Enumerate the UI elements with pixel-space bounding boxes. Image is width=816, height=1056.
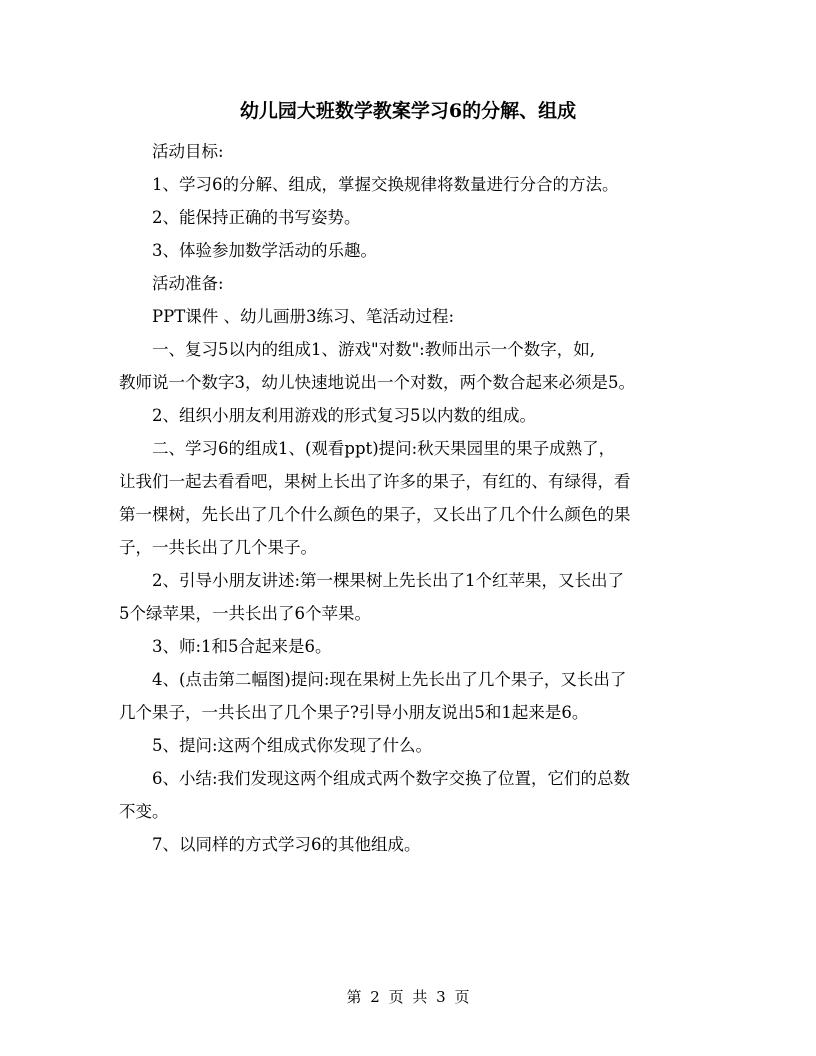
paragraph [119,663,699,729]
paragraph [119,168,699,201]
paragraph-line: 不变。 [119,802,169,821]
paragraph-line: 3、体验参加数学活动的乐趣。 [152,241,377,260]
paragraph-line: 活动目标: [152,142,224,161]
paragraph-line: 2、引导小朋友讲述:第一棵果树上先长出了1个红苹果，又长出了 [152,571,625,590]
paragraph-line: 5、提问:这两个组成式你发现了什么。 [152,736,433,755]
paragraph-line: 第一棵树，先长出了几个什么颜色的果子，又长出了几个什么颜色的果 [119,505,631,524]
paragraph-line: 3、师:1和5合起来是6。 [152,637,332,656]
paragraph [119,201,699,234]
paragraph-line: 6、小结:我们发现这两个组成式两个数字交换了位置，它们的总数 [152,769,631,788]
paragraph-line: 让我们一起去看看吧，果树上长出了许多的果子，有红的、有绿得，看 [119,472,631,491]
document-body [119,135,699,861]
document-title: 幼儿园大班数学教案学习6的分解、组成 [239,100,577,122]
paragraph-line: 7、以同样的方式学习6的其他组成。 [152,835,421,854]
paragraph [119,300,699,333]
paragraph-line: 活动准备: [152,274,224,293]
paragraph [119,135,699,168]
paragraph-line: 2、组织小朋友利用游戏的形式复习5以内数的组成。 [152,406,536,425]
paragraph [119,267,699,300]
paragraph [119,432,699,564]
paragraph-line: 几个果子，一共长出了几个果子?引导小朋友说出5和1起来是6。 [119,703,589,722]
paragraph-line: 子，一共长出了几个果子。 [119,538,317,557]
paragraph-line: 二、学习6的组成1、(观看ppt)提问:秋天果园里的果子成熟了， [152,439,616,458]
paragraph [119,762,699,828]
page-footer: 第 2 页 共 3 页 [346,988,470,1006]
paragraph [119,828,699,861]
paragraph [119,399,699,432]
paragraph [119,564,699,630]
paragraph-line: 一、复习5以内的组成1、游戏"对数":教师出示一个数字，如, [152,340,595,359]
paragraph-line: 5个绿苹果，一共长出了6个苹果。 [119,604,371,623]
paragraph-line: 1、学习6的分解、组成，掌握交换规律将数量进行分合的方法。 [152,175,619,194]
paragraph [119,630,699,663]
paragraph [119,729,699,762]
paragraph-line: 2、能保持正确的书写姿势。 [152,208,361,227]
paragraph-line: 4、(点击第二幅图)提问:现在果树上先长出了几个果子，又长出了 [152,670,627,689]
paragraph [119,234,699,267]
paragraph [119,333,699,399]
paragraph-line: PPT课件 、幼儿画册3练习、笔活动过程: [152,307,455,326]
paragraph-line: 教师说一个数字3，幼儿快速地说出一个对数，两个数合起来必须是5。 [119,373,635,392]
